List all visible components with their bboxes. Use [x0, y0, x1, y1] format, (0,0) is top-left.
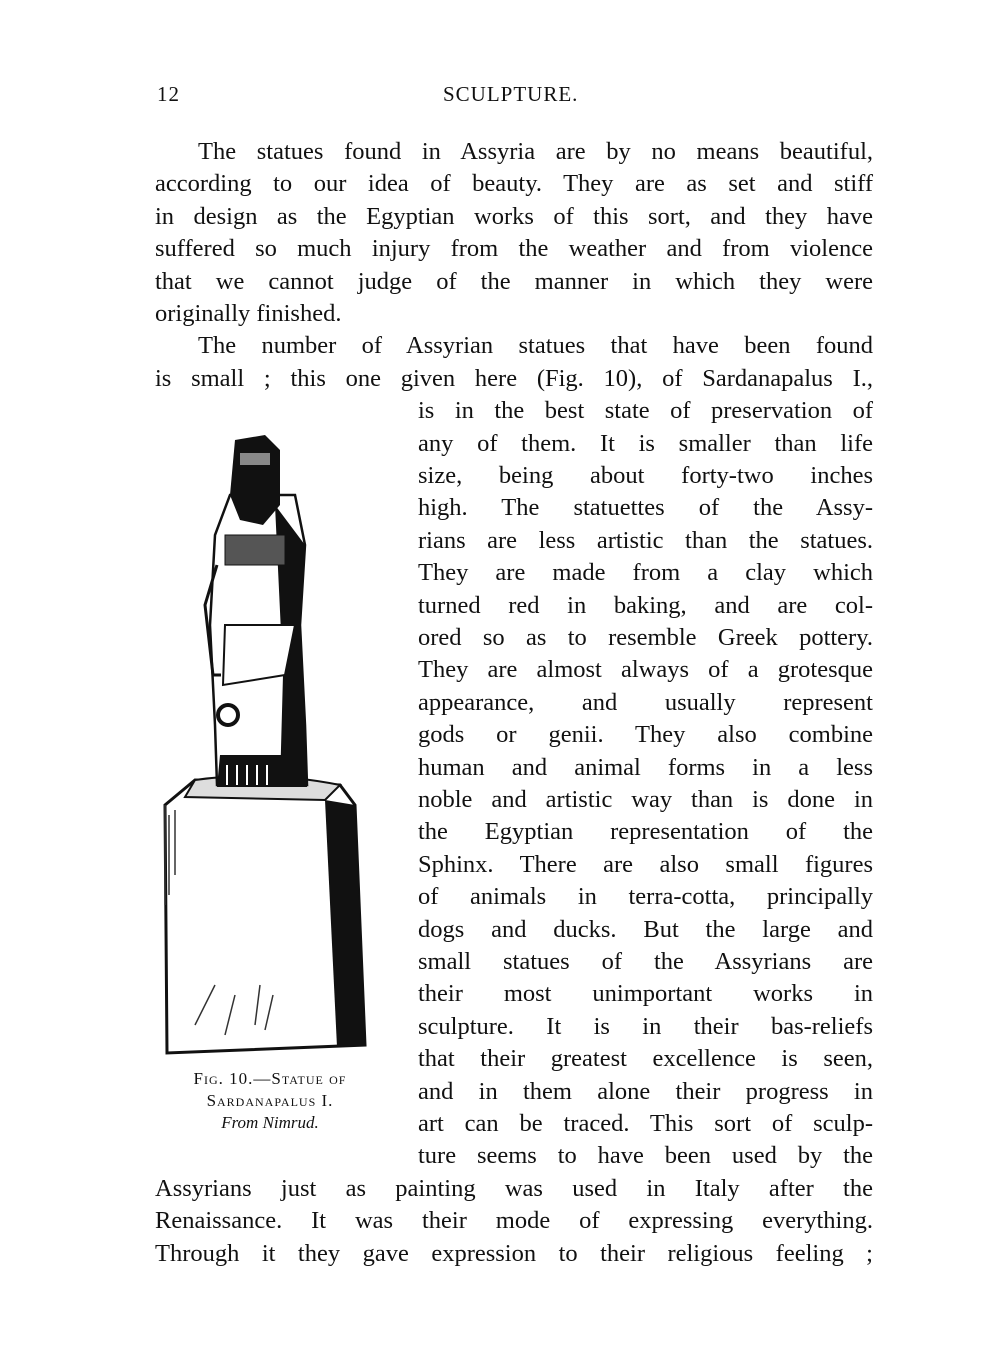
text-line: any of them. It is smaller than life [418, 429, 873, 457]
text-line: small statues of the Assyrians are [418, 948, 873, 975]
text-line: ture seems to have been used by the [418, 1142, 873, 1170]
text-line: Renaissance. It was their mode of expressing everything. [155, 1207, 873, 1235]
text-line: suffered so much injury from the weather and from violence [155, 235, 873, 263]
caption-title: Fig. 10.—Statue of [193, 1069, 347, 1088]
text-line: is in the best state of preservation of [418, 397, 873, 425]
text-line: that we cannot judge of the manner in which they were [155, 267, 873, 295]
text-line: dogs and ducks. But the large and [418, 915, 873, 943]
text-line: turned red in baking, and are col- [418, 591, 873, 619]
text-line: that their greatest excellence is seen, [418, 1045, 873, 1073]
text-line: according to our idea of beauty. They are as set and stiff [155, 170, 873, 198]
text-line: Through it they gave expression to their religious feeling ; [155, 1239, 873, 1267]
figure-caption [150, 1068, 390, 1134]
text-line: and in them alone their progress in [418, 1077, 873, 1105]
statue-illustration [155, 425, 395, 1060]
page-number: 12 [157, 82, 180, 106]
text-line: the Egyptian representation of the [418, 818, 873, 846]
text-line: The statues found in Assyria are by no means beautiful, [198, 138, 873, 165]
text-line: Sphinx. There are also small figures [418, 850, 873, 878]
text-line: size, being about forty-two inches [418, 462, 873, 489]
text-line: human and animal forms in a less [418, 753, 873, 781]
text-line: ored so as to resemble Greek pottery. [418, 624, 873, 651]
text-line: high. The statuettes of the Assy- [418, 494, 873, 522]
text-line: in design as the Egyptian works of this sort, and they have [155, 202, 873, 230]
text-line: gods or genii. They also combine [418, 721, 873, 749]
text-line: rians are less artistic than the statues. [418, 526, 873, 554]
caption-source: From Nimrud. [221, 1113, 319, 1132]
text-line: Assyrians just as painting was used in Italy after the [155, 1174, 873, 1202]
text-line: They are almost always of a grotesque [418, 656, 873, 684]
text-line: appearance, and usually represent [418, 688, 873, 716]
text-line: sculpture. It is in their bas-reliefs [418, 1012, 873, 1040]
text-line: art can be traced. This sort of sculp- [418, 1110, 873, 1137]
text-line: originally finished. [155, 300, 342, 327]
text-line: The number of Assyrian statues that have been found [198, 332, 873, 360]
caption-subject: Sardanapalus I. [206, 1091, 334, 1110]
text-line: is small ; this one given here (Fig. 10), of Sardanapalus I., [155, 364, 873, 392]
text-line: They are made from a clay which [418, 559, 873, 587]
text-line: of animals in terra-cotta, principally [418, 883, 873, 911]
text-line: their most unimportant works in [418, 980, 873, 1008]
text-line: noble and artistic way than is done in [418, 786, 873, 813]
running-title: SCULPTURE. [443, 82, 579, 106]
